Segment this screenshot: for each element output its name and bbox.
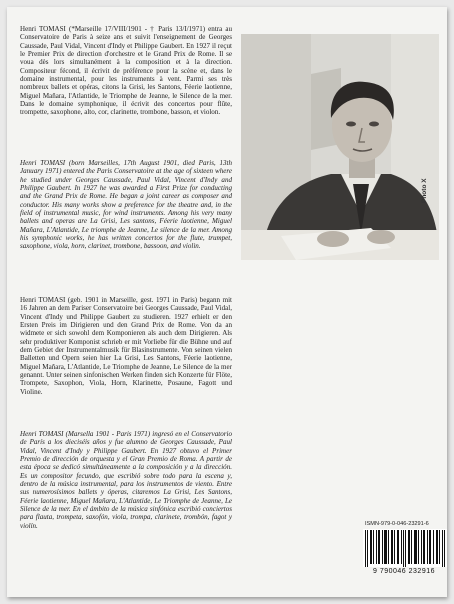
- portrait-illustration: [241, 34, 439, 260]
- barcode-graphic: [363, 529, 447, 567]
- composer-portrait-photo: [241, 34, 439, 260]
- biography-spanish: Henri TOMASI (Marsella 1901 - Paris 1971) ingresó en el Conservatorio de París a los dieciséis años y fue alumno de Georges Caussade, Paul Vidal, Vincent d'Indy y Philippe Gaubert. En 1927 obtuvo el Primer Premio de dirección de orquesta y el Gran Premio de Roma. A partir de esta época se dedicó simultáneamente a la composición y a la dirección. Es un compositor fecundo, que escribió sobre todo para la escena y, dentro de la música instrumental, para los instrumentos de viento. Entre sus numerosísimos ballets y óperas, citaremos La Grisi, Les Santons, Féerie laotienne, Miguel Mañara, L'Atlantide, Le Triomphe de Jeanne, Le Silence de la mer. En el ámbito de la música sinfónica escribió conciertos para flauta, trompeta, saxofón, viola, trompa, clarinete, trombón, fagot y violín.: [20, 430, 232, 530]
- biography-english: Henri TOMASI (born Marseilles, 17th August 1901, died Paris, 13th January 1971) entered the Paris Conservatoire at the age of sixteen where he studied under Georges Caussade, Paul Vidal, Vincent d'Indy and Philippe Gaubert. In 1927 he was awarded a First Prize for conducting and the Grand Prix de Rome. He began a joint career as composer and conductor. His many works show a preference for the theatre and, in the field of instrumental music, for wind instruments. Among his very many ballets and operas are La Grisi, Les santons, Féerie laotienne, Miguel Mañara, L'Atlantide, Le triomphe de Jeanne, Le silence de la mer. Among his symphonic works, he has written concertos for the flute, trumpet, saxophone, viola, horn, clarinet, trombone, bassoon, and violin.: [20, 159, 232, 251]
- photo-credit: Photo X: [421, 178, 428, 203]
- biography-german: Henri TOMASI (geb. 1901 in Marseille, gest. 1971 in Paris) begann mit 16 Jahren an dem Pariser Conservatoire bei Georges Caussade, Paul Vidal, Vincent d'Indy und Philippe Gaubert zu studieren. 1927 erhielt er den Ersten Preis im Dirigieren und den Grand Prix de Rome. Von da an widmete er sich sowohl dem Komponieren als auch dem Dirigieren. Als sehr produktiver Komponist schrieb er mit Vorliebe für die Bühne und auf dem Gebiet der Instrumentalmusik für Blasinstrumente. Von seinen vielen Balletten und Opern seien hier La Grisi, Les Santons, Féerie laotienne, Miguel Mañara, L'Atlantide, Le Triomphe de Jeanne, Le Silence de la mer genannt. Unter seinen sinfonischen Werken finden sich Konzerte für Flöte, Trompete, Saxophon, Viola, Horn, Klarinette, Posaune, Fagott und Violine.: [20, 296, 232, 396]
- back-cover-page: [7, 7, 447, 597]
- ismn-number: ISMN-979-0-046-23291-6: [365, 521, 429, 527]
- biography-french: Henri TOMASI (*Marseille 17/VIII/1901 - † Paris 13/I/1971) entra au Conservatoire de Paris à seize ans et suivit l'enseignement de Georges Caussade, Paul Vidal, Vincent d'Indy et Philippe Gaubert. En 1927 il reçut le Premier Prix de direction d'orchestre et le Grand Prix de Rome. Il se voua dès lors simultanément à la composition et à la direction. Compositeur fécond, il écrivit de préférence pour la scène et, dans le domaine instrumental, pour les instruments à vent. Parmi ses très nombreux ballets et opéras, citons la Grisi, les Santons, Féerie laotienne, Miguel Mañara, l'Atlantide, le Triomphe de Jeanne, le Silence de la mer. Dans le domaine symphonique, il écrivit des concertos pour flûte, trompette, saxophone, alto, cor, clarinette, trombone, basson, et violon.: [20, 25, 232, 117]
- barcode-digits: 9 790046 232916: [373, 568, 435, 575]
